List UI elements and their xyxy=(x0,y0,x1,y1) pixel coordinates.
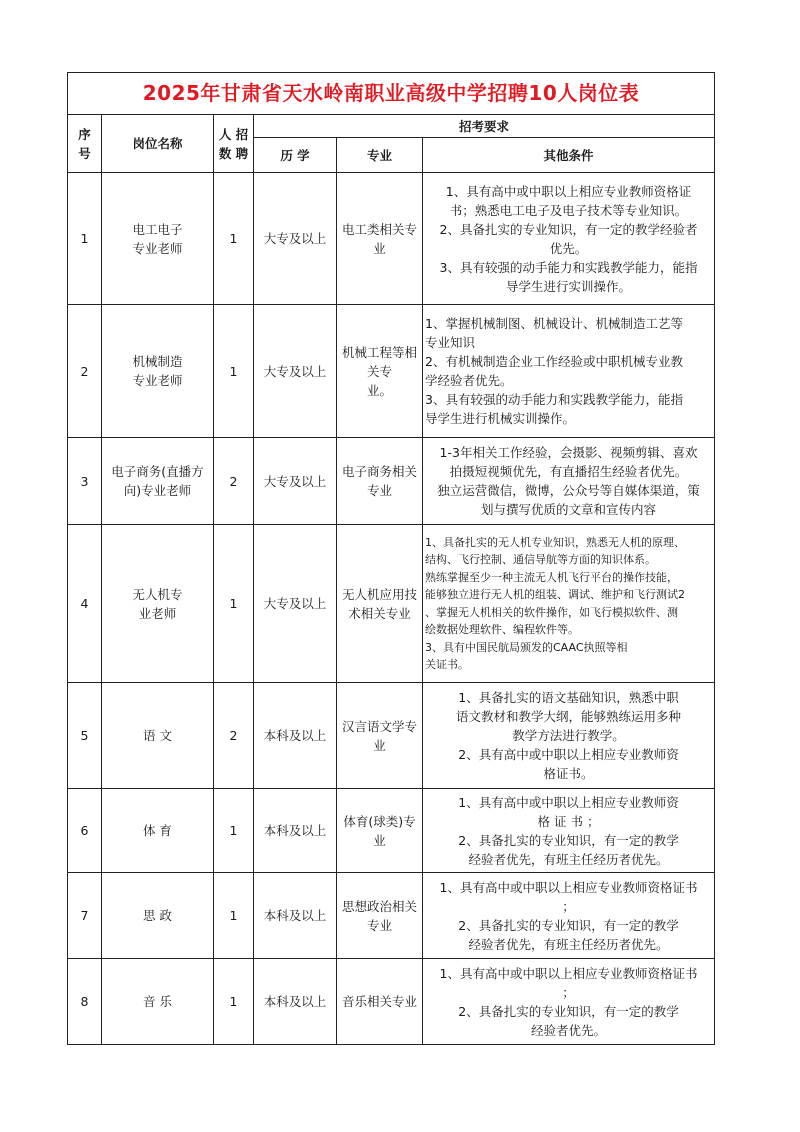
other-line: 经验者优先，有班主任经历者优先。 xyxy=(468,936,669,952)
other-line: 优先。 xyxy=(549,240,588,256)
position-line: 电子商务(直播方 xyxy=(111,464,204,479)
table-row xyxy=(68,525,715,683)
other-line: 3、具有较强的动手能力和实践教学能力，能指 xyxy=(425,392,683,407)
major-line: 业 xyxy=(373,737,386,753)
other-line: 导学生进行机械实训操作。 xyxy=(425,411,576,426)
cell-major xyxy=(337,959,423,1045)
major-line: 业 xyxy=(373,832,386,848)
header-major: 专业 xyxy=(337,138,423,173)
major-line: 专业 xyxy=(366,483,392,498)
other-line: 绘数据处理软件、编程软件等。 xyxy=(425,623,579,636)
header-position: 岗位名称 xyxy=(102,115,214,173)
position-line: 业老师 xyxy=(138,605,177,621)
major-line: 术相关专业 xyxy=(348,605,411,621)
header-index xyxy=(68,115,102,173)
table-row xyxy=(68,438,715,525)
major-line: 专业 xyxy=(366,917,392,933)
cell-major xyxy=(337,305,423,438)
other-line: ； xyxy=(562,984,575,1000)
other-line: 学经验者优先。 xyxy=(425,373,513,388)
cell-other-conditions xyxy=(423,305,715,438)
cell-major xyxy=(337,789,423,873)
cell-major xyxy=(337,873,423,959)
header-count xyxy=(214,115,254,173)
cell-position xyxy=(102,873,214,959)
cell-major xyxy=(337,525,423,683)
other-line: 语文教材和教学大纲，能够熟练运用多种 xyxy=(456,709,682,724)
header-other: 其他条件 xyxy=(423,138,715,173)
cell-count: 2 xyxy=(214,683,254,789)
other-line: 3、具有中国民航局颁发的CAAC执照等相 xyxy=(425,640,628,654)
cell-count: 2 xyxy=(214,438,254,525)
cell-major xyxy=(337,438,423,525)
other-line: 能够独立进行无人机的组装、调试、维护和飞行测试2 xyxy=(425,588,685,601)
other-line: 独立运营微信，微博，公众号等自媒体渠道，策 xyxy=(437,483,700,498)
cell-other-conditions xyxy=(423,873,715,959)
other-line: 关证书。 xyxy=(425,658,469,671)
cell-index: 4 xyxy=(68,525,102,683)
cell-count: 1 xyxy=(214,305,254,438)
major-line: 电子商务相关 xyxy=(341,464,417,479)
major-line: 关专 xyxy=(366,363,392,379)
table-row xyxy=(68,305,715,438)
major-line: 思想政治相关 xyxy=(341,898,417,914)
table-row xyxy=(68,873,715,959)
position-line: 体 育 xyxy=(143,823,172,838)
cell-major xyxy=(337,683,423,789)
position-line: 无人机专 xyxy=(132,586,183,602)
position-line: 向)专业老师 xyxy=(123,483,192,498)
other-line: 结构、飞行控制、通信导航等方面的知识体系。 xyxy=(425,553,656,566)
cell-education: 本科及以上 xyxy=(254,789,337,873)
major-line: 汉言语文学专 xyxy=(341,718,417,734)
major-line: 业 xyxy=(373,240,386,256)
header-count-line2: 数 聘 xyxy=(218,145,249,161)
cell-position xyxy=(102,305,214,438)
position-line: 音 乐 xyxy=(143,994,172,1009)
cell-education: 大专及以上 xyxy=(254,305,337,438)
table-title: 2025年甘肃省天水岭南职业高级中学招聘10人岗位表 xyxy=(68,73,715,115)
major-line: 无人机应用技 xyxy=(341,586,417,602)
cell-education: 本科及以上 xyxy=(254,683,337,789)
cell-count: 1 xyxy=(214,525,254,683)
cell-position xyxy=(102,683,214,789)
other-line: 教学方法进行教学。 xyxy=(512,728,625,743)
cell-other-conditions xyxy=(423,789,715,873)
other-line: 、掌握无人机相关的软件操作，如飞行模拟软件、测 xyxy=(425,605,678,619)
header-count-line1: 人 招 xyxy=(218,126,249,142)
other-line: 划与撰写优质的文章和宣传内容 xyxy=(481,502,657,517)
cell-position xyxy=(102,959,214,1045)
cell-index: 1 xyxy=(68,173,102,305)
cell-index: 5 xyxy=(68,683,102,789)
cell-index: 8 xyxy=(68,959,102,1045)
cell-other-conditions xyxy=(423,959,715,1045)
cell-position xyxy=(102,173,214,305)
other-line: 熟练掌握至少一种主流无人机飞行平台的操作技能， xyxy=(425,570,678,584)
position-line: 思 政 xyxy=(143,908,172,923)
cell-count: 1 xyxy=(214,789,254,873)
header-index-line1: 序 xyxy=(78,126,91,142)
other-line: 1、掌握机械制图、机械设计、机械制造工艺等 xyxy=(425,316,683,331)
cell-other-conditions xyxy=(423,683,715,789)
cell-index: 7 xyxy=(68,873,102,959)
header-requirements: 招考要求 xyxy=(254,115,715,138)
cell-position xyxy=(102,525,214,683)
major-line: 电工类相关专 xyxy=(341,221,417,237)
other-line: 格证书。 xyxy=(543,766,594,781)
major-line: 机械工程等相 xyxy=(341,344,417,360)
other-line: 1、具备扎实的无人机专业知识，熟悉无人机的原理、 xyxy=(425,535,685,549)
other-line: 2、具备扎实的专业知识，有一定的教学 xyxy=(458,1003,679,1019)
cell-education: 大专及以上 xyxy=(254,173,337,305)
recruitment-table xyxy=(67,72,715,1045)
major-line: 音乐相关专业 xyxy=(341,994,417,1009)
cell-count: 1 xyxy=(214,173,254,305)
other-line: 专业知识 xyxy=(425,335,476,350)
other-line: 2、有机械制造企业工作经验或中职机械专业教 xyxy=(425,354,683,369)
other-line: 1、具备扎实的语文基础知识，熟悉中职 xyxy=(458,690,679,705)
other-line: 经验者优先，有班主任经历者优先。 xyxy=(468,851,669,867)
table-row xyxy=(68,959,715,1045)
other-line: 导学生进行实训操作。 xyxy=(506,278,632,294)
table-row xyxy=(68,173,715,305)
other-line: 格 证 书 ； xyxy=(537,813,600,829)
other-line: 2、具有高中或中职以上相应专业教师资 xyxy=(458,747,679,762)
cell-count: 1 xyxy=(214,959,254,1045)
cell-position xyxy=(102,438,214,525)
header-education: 历 学 xyxy=(254,138,337,173)
cell-index: 2 xyxy=(68,305,102,438)
position-line: 机械制造 xyxy=(132,354,183,369)
cell-education: 本科及以上 xyxy=(254,959,337,1045)
other-line: 拍摄短视频优先，有直播招生经验者优先。 xyxy=(449,464,688,479)
cell-other-conditions xyxy=(423,525,715,683)
other-line: 1-3年相关工作经验，会摄影、视频剪辑、喜欢 xyxy=(439,445,698,460)
table-row xyxy=(68,683,715,789)
other-line: ； xyxy=(562,898,575,914)
cell-index: 6 xyxy=(68,789,102,873)
other-line: 1、具有高中或中职以上相应专业教师资格证书 xyxy=(439,965,698,981)
cell-education: 本科及以上 xyxy=(254,873,337,959)
position-line: 语 文 xyxy=(143,728,172,743)
cell-other-conditions xyxy=(423,173,715,305)
header-index-line2: 号 xyxy=(78,145,91,161)
other-line: 3、具有较强的动手能力和实践教学能力，能指 xyxy=(439,259,698,275)
cell-count: 1 xyxy=(214,873,254,959)
cell-position xyxy=(102,789,214,873)
cell-other-conditions xyxy=(423,438,715,525)
position-line: 电工电子 xyxy=(132,221,183,237)
table-row xyxy=(68,789,715,873)
other-line: 2、具备扎实的专业知识，有一定的教学 xyxy=(458,832,679,848)
cell-education: 大专及以上 xyxy=(254,525,337,683)
major-line: 业。 xyxy=(366,382,392,398)
other-line: 书；熟悉电工电子及电子技术等专业知识。 xyxy=(449,202,688,218)
other-line: 2、具备扎实的专业知识，有一定的教学 xyxy=(458,917,679,933)
other-line: 1、具有高中或中职以上相应专业教师资 xyxy=(458,794,679,810)
position-line: 专业老师 xyxy=(132,373,183,388)
cell-major xyxy=(337,173,423,305)
other-line: 2、具备扎实的专业知识，有一定的教学经验者 xyxy=(439,221,698,237)
position-line: 专业老师 xyxy=(132,240,183,256)
other-line: 经验者优先。 xyxy=(531,1022,607,1038)
cell-index: 3 xyxy=(68,438,102,525)
other-line: 1、具有高中或中职以上相应专业教师资格证 xyxy=(445,183,692,199)
table-body xyxy=(68,173,715,1045)
cell-education: 大专及以上 xyxy=(254,438,337,525)
major-line: 体育(球类)专 xyxy=(343,813,416,829)
other-line: 1、具有高中或中职以上相应专业教师资格证书 xyxy=(439,879,698,895)
